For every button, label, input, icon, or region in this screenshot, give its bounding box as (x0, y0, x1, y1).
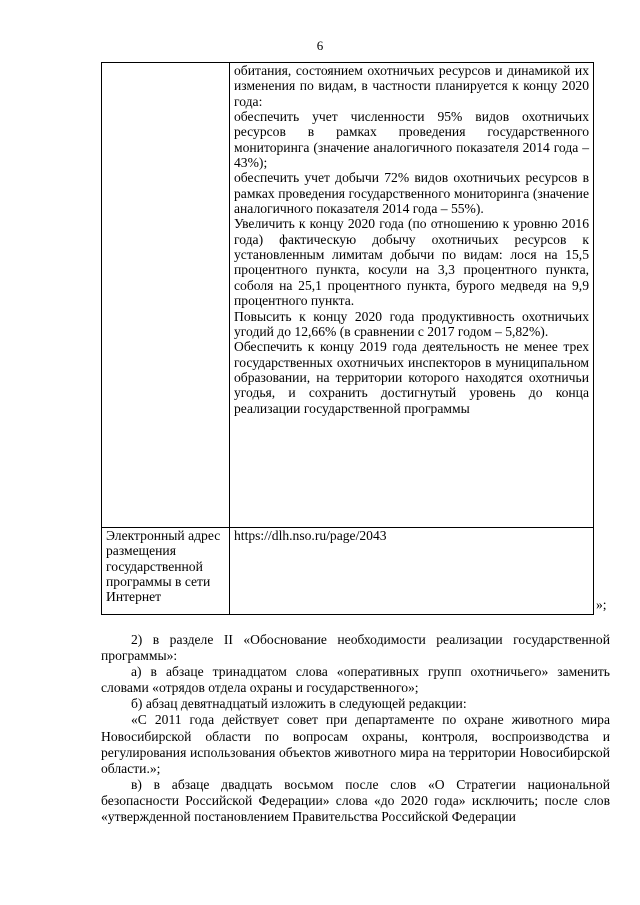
table-row (102, 63, 594, 528)
amendment-item: а) в абзаце тринадцатом слова «оперативных групп охотничьего» заменить словами «отрядов отдела охраны и государственного»; (101, 664, 610, 696)
result-paragraph: обеспечить учет добычи 72% видов охотничьих ресурсов в рамках проведения государственного мониторинга (значение аналогичного показателя 2014 года – 55%). (234, 170, 589, 217)
program-url: https://dlh.nso.ru/page/2043 (230, 528, 594, 615)
amendment-item: б) абзац девятнадцатый изложить в следующей редакции: (131, 696, 467, 712)
amendment-item: в) в абзаце двадцать восьмом после слов «О Стратегии национальной безопасности Российской Федерации» слова «до 2020 года» исключить; после слов «утвержденной постановлением Правительства Российской Федерации (101, 776, 610, 825)
table-row (102, 528, 594, 615)
closing-quote: »; (596, 597, 607, 612)
table-cell-expected-results (230, 63, 594, 528)
table-cell-left-empty (102, 63, 230, 528)
amendments-text (101, 632, 610, 825)
page-number: 6 (316, 38, 324, 53)
result-paragraph: обеспечить учет численности 95% видов охотничьих ресурсов в рамках проведения государственного мониторинга (значение аналогичного показателя 2014 года – 43%); (234, 109, 589, 171)
result-paragraph: обитания, состоянием охотничьих ресурсов и динамикой их изменения по видам, в частности планируется к концу 2020 года: (234, 63, 589, 109)
table-cell-label-electronic-address: Электронный адрес размещения государственной программы в сети Интернет (102, 528, 230, 615)
result-paragraph: Повысить к концу 2020 года продуктивность охотничьих угодий до 12,66% (в сравнении с 2017 годом – 5,82%). (234, 308, 589, 339)
amendment-quote: «С 2011 года действует совет при департаменте по охране животного мира Новосибирской области по вопросам охраны, контроля, воспроизводства и регулирования использования объектов животного мира на территории Новосибирской области.»; (101, 712, 610, 776)
result-paragraph: Увеличить к концу 2020 года (по отношению к уровню 2016 года) фактическую добычу охотничьих ресурсов к установленным лимитам добычи по видам: лося на 15,5 процентного пункта, косули на 3,3 процентного пункта, соболя на 25,1 процентного пункта, бурого медведя на 9,9 процентного пункта. (234, 216, 589, 309)
result-paragraph: Обеспечить к концу 2019 года деятельность не менее трех государственных охотничьих инспекторов в муниципальном образовании, на территории которого находятся охотничьи угодья, и сохранить достигнутый уровень до конца реализации государственной программы (234, 339, 589, 416)
program-passport-table (101, 62, 594, 615)
amendment-item: 2) в разделе II «Обоснование необходимости реализации государственной программы»: (101, 632, 610, 664)
